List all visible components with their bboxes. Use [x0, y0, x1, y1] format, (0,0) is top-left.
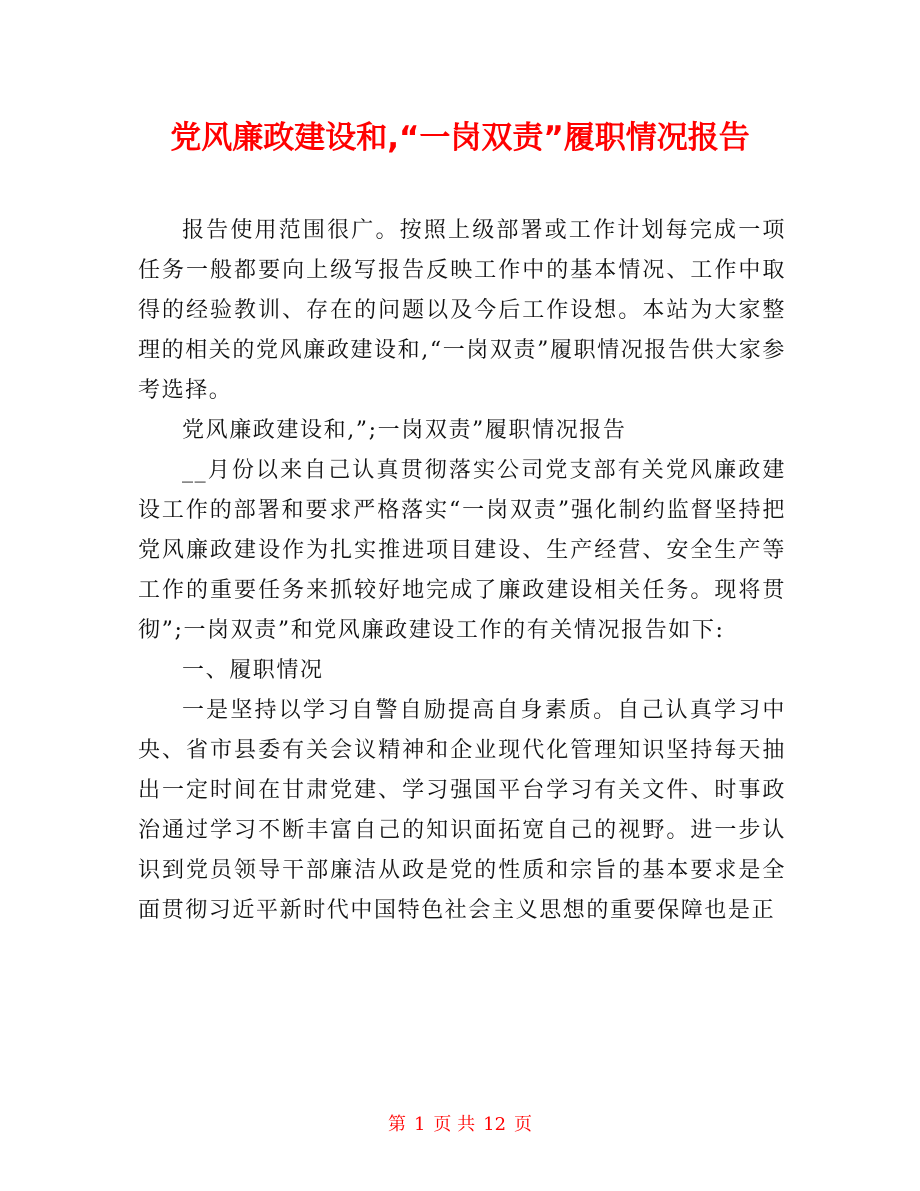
paragraph-subtitle: 党风廉政建设和,”;一岗双责”履职情况报告 — [182, 418, 627, 443]
paragraph-intro: 报告使用范围很广。按照上级部署或工作计划每完成一项任务一般都要向上级写报告反映工作中的基本情况、工作中取得的经验教训、存在的问题以及今后工作设想。本站为大家整理的相关的党风廉政建设和,“一岗双责”履职情况报告供大家参考选择。 — [138, 218, 786, 403]
document-title: 党风廉政建设和,“一岗双责”履职情况报告 — [170, 120, 750, 156]
footer-suffix: 页 — [514, 1114, 533, 1135]
paragraph-overview: __月份以来自己认真贯彻落实公司党支部有关党风廉政建设工作的部署和要求严格落实“一岗双责”强化制约监督坚持把党风廉政建设作为扎实推进项目建设、生产经营、安全生产等工作的重要任务来抓较好地完成了廉政建设相关任务。现将贯彻”;一岗双责”和党风廉政建设工作的有关情况报告如下: — [138, 458, 786, 643]
document-body — [138, 211, 786, 931]
footer-middle: 页 共 — [433, 1114, 476, 1135]
footer-total-pages: 12 — [483, 1114, 507, 1135]
footer-prefix: 第 — [387, 1114, 406, 1135]
paragraph-study: 一是坚持以学习自警自励提高自身素质。自己认真学习中央、省市县委有关会议精神和企业现代化管理知识坚持每天抽出一定时间在甘肃党建、学习强国平台学习有关文件、时事政治通过学习不断丰富自己的知识面拓宽自己的视野。进一步认识到党员领导干部廉洁从政是党的性质和宗旨的基本要求是全面贯彻习近平新时代中国特色社会主义思想的重要保障也是正 — [138, 698, 786, 923]
footer-page-number: 1 — [413, 1114, 426, 1135]
section-heading: 一、履职情况 — [182, 658, 324, 683]
page-footer — [0, 1113, 920, 1137]
